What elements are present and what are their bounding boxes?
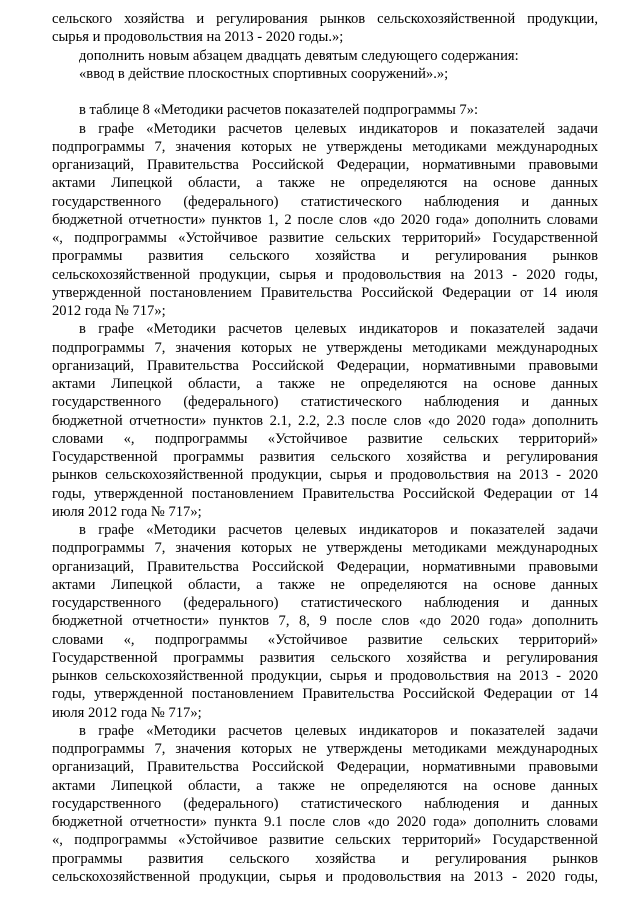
- text-line: государственного (федерального) статистического наблюдения и данных: [52, 193, 598, 210]
- text-line: в графе «Методики расчетов целевых индикаторов и показателей задачи: [79, 120, 598, 137]
- text-line: Государственной программы развития сельского хозяйства и регулирования: [52, 449, 598, 465]
- text-line: в графе «Методики расчетов целевых индикаторов и показателей задачи: [79, 722, 598, 739]
- document-page: [52, 10, 598, 886]
- text-line: словами «, подпрограммы «Устойчивое развитие сельских территорий»: [52, 631, 598, 648]
- text-line: утвержденной постановлением Правительства Российской Федерации от 14 июля: [52, 284, 598, 301]
- blank-line: [52, 83, 598, 101]
- text-line: организаций, Правительства Российской Федерации, нормативными правовыми: [52, 357, 598, 374]
- text-line: рынков сельскохозяйственной продукции, сырья и продовольствия на 2013 - 2020: [52, 467, 598, 484]
- text-line: 2012 года № 717»;: [52, 303, 166, 319]
- text-line: организаций, Правительства Российской Федерации, нормативными правовыми: [52, 759, 598, 776]
- text-line: организаций, Правительства Российской Федерации, нормативными правовыми: [52, 558, 598, 575]
- text-line: словами «, подпрограммы «Устойчивое развитие сельских территорий»: [52, 430, 598, 447]
- text-line: сельскохозяйственной продукции, сырья и продовольствия на 2013 - 2020 годы,: [52, 266, 598, 283]
- paragraph: [52, 521, 598, 722]
- text-line: подпрограммы 7, значения которых не утверждены методиками международных: [52, 138, 598, 155]
- paragraph: [52, 101, 598, 119]
- text-line: сельского хозяйства и регулирования рынков сельскохозяйственной продукции,: [52, 11, 598, 27]
- text-line: бюджетной отчетности» пунктов 2.1, 2.2, 2.3 после слов «до 2020 года» дополнить: [52, 412, 598, 429]
- text-line: актами Липецкой области, а также не определяются на основе данных: [52, 777, 598, 794]
- text-line: в таблице 8 «Методики расчетов показателей подпрограммы 7»:: [79, 102, 479, 119]
- text-line: «ввод в действие плоскостных спортивных сооружений».»;: [79, 65, 449, 82]
- text-line: в графе «Методики расчетов целевых индикаторов и показателей задачи: [79, 522, 598, 538]
- text-line: Государственной программы развития сельского хозяйства и регулирования: [52, 649, 598, 666]
- text-line: программы развития сельского хозяйства и регулирования рынков: [52, 850, 598, 867]
- text-line: подпрограммы 7, значения которых не утверждены методиками международных: [52, 339, 598, 356]
- text-line: рынков сельскохозяйственной продукции, сырья и продовольствия на 2013 - 2020: [52, 668, 598, 684]
- text-line: июля 2012 года № 717»;: [52, 704, 202, 721]
- text-line: бюджетной отчетности» пункта 9.1 после слов «до 2020 года» дополнить словами: [52, 814, 598, 830]
- text-line: актами Липецкой области, а также не определяются на основе данных: [52, 376, 598, 392]
- text-line: программы развития сельского хозяйства и регулирования рынков: [52, 248, 598, 265]
- paragraph: [52, 320, 598, 521]
- text-line: подпрограммы 7, значения которых не утверждены методиками международных: [52, 540, 598, 557]
- text-line: государственного (федерального) статистического наблюдения и данных: [52, 595, 598, 611]
- text-line: годы, утвержденной постановлением Правительства Российской Федерации от 14: [52, 686, 598, 703]
- text-line: годы, утвержденной постановлением Правительства Российской Федерации от 14: [52, 485, 598, 502]
- text-line: в графе «Методики расчетов целевых индикаторов и показателей задачи: [79, 321, 598, 338]
- text-line: бюджетной отчетности» пунктов 7, 8, 9 после слов «до 2020 года» дополнить: [52, 613, 598, 630]
- text-line: сельскохозяйственной продукции, сырья и продовольствия на 2013 - 2020 годы,: [52, 868, 598, 885]
- text-line: организаций, Правительства Российской Федерации, нормативными правовыми: [52, 157, 598, 173]
- text-line: государственного (федерального) статистического наблюдения и данных: [52, 394, 598, 411]
- text-line: государственного (федерального) статистического наблюдения и данных: [52, 795, 598, 812]
- text-line: актами Липецкой области, а также не определяются на основе данных: [52, 576, 598, 593]
- text-line: «, подпрограммы «Устойчивое развитие сельских территорий» Государственной: [52, 230, 598, 246]
- paragraph: [52, 120, 598, 321]
- text-line: дополнить новым абзацем двадцать девятым следующего содержания:: [79, 47, 519, 64]
- text-line: «, подпрограммы «Устойчивое развитие сельских территорий» Государственной: [52, 832, 598, 849]
- text-line: подпрограммы 7, значения которых не утверждены методиками международных: [52, 741, 598, 757]
- text-line: бюджетной отчетности» пунктов 1, 2 после слов «до 2020 года» дополнить словами: [52, 211, 598, 228]
- text-line: сырья и продовольствия на 2013 - 2020 годы.»;: [52, 29, 344, 46]
- paragraph: [52, 47, 598, 84]
- text-line: июля 2012 года № 717»;: [52, 503, 202, 520]
- paragraph: [52, 722, 598, 886]
- paragraph: [52, 10, 598, 47]
- text-line: актами Липецкой области, а также не определяются на основе данных: [52, 175, 598, 192]
